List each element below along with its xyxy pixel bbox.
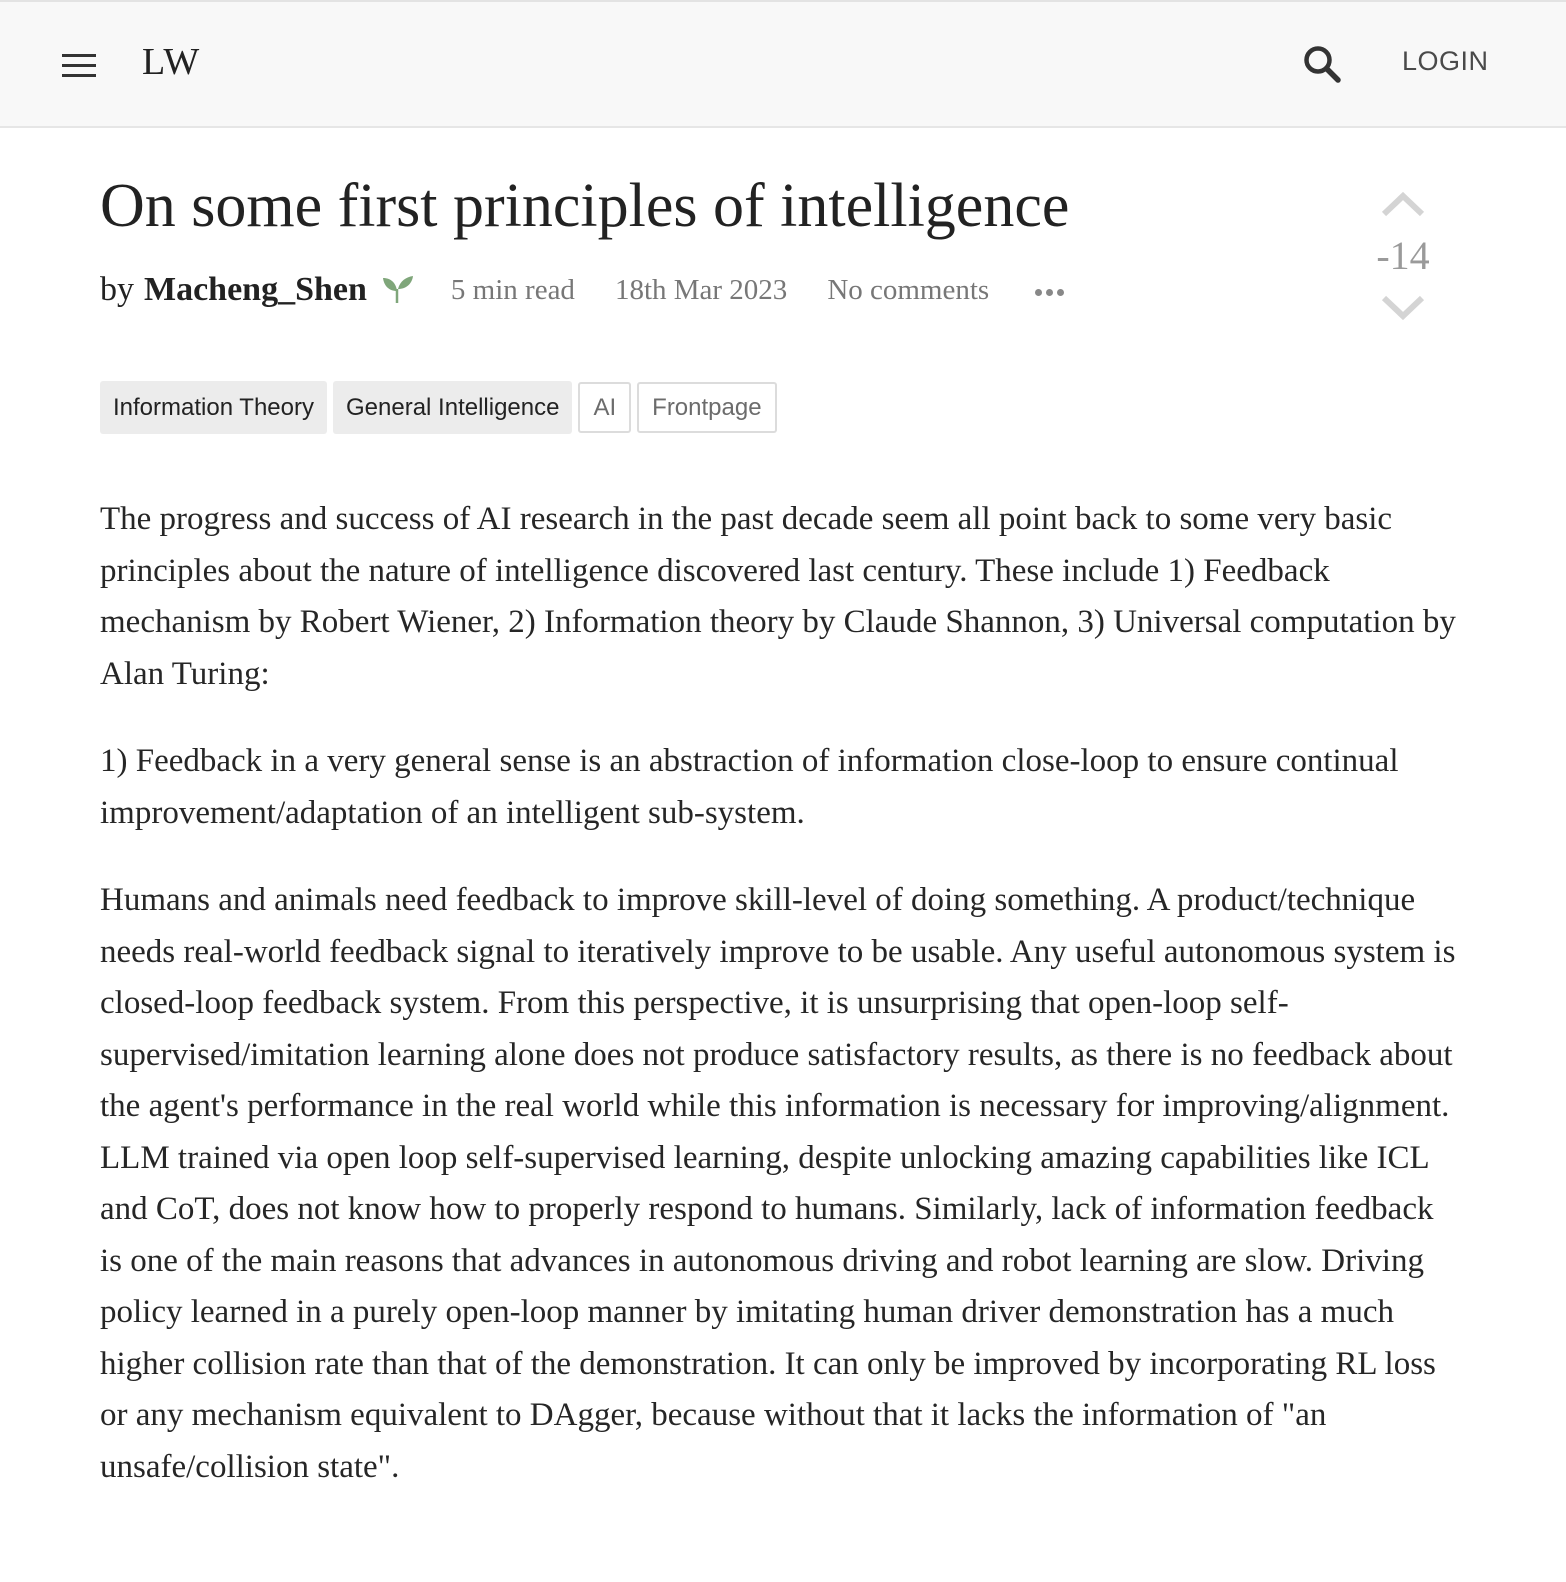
author-link[interactable]: Macheng_Shen [144, 271, 367, 308]
hamburger-icon-bar [62, 74, 96, 77]
body-paragraph: 1) Feedback in a very general sense is an abstraction of information close-loop to ensure continual improvement/adaptation of an intelligent sub-system. [100, 743, 1399, 831]
ellipsis-icon[interactable] [1035, 285, 1064, 296]
read-time: 5 min read [450, 273, 575, 306]
post-body [100, 494, 1460, 1529]
search-icon [1300, 42, 1346, 88]
sprout-icon [381, 275, 415, 305]
tag-frontpage[interactable]: Frontpage [637, 382, 776, 433]
post-date: 18th Mar 2023 [614, 273, 788, 306]
dot [1035, 289, 1042, 296]
vote-widget [1366, 186, 1440, 328]
vote-score: -14 [1376, 233, 1430, 278]
menu-button[interactable] [58, 48, 100, 82]
hamburger-icon-bar [62, 64, 96, 67]
chevron-up-icon[interactable] [1378, 186, 1428, 220]
post-title: On some first principles of intelligence [100, 172, 1070, 240]
tag-list [100, 381, 777, 434]
body-paragraph: The progress and success of AI research in the past decade seem all point back to some very basic principles about the nature of intelligence discovered last century. These include 1) Feedback mechanism by Robert Wiener, 2) Information theory by Claude Shannon, 3) Universal computation by Alan Turing: [100, 501, 1456, 692]
tag-general-intelligence[interactable]: General Intelligence [333, 381, 572, 434]
by-label: by [100, 271, 134, 308]
chevron-down-icon[interactable] [1378, 292, 1428, 326]
dot [1046, 289, 1053, 296]
hamburger-icon [62, 54, 96, 57]
comments-link[interactable]: No comments [827, 273, 990, 306]
search-button[interactable] [1300, 42, 1346, 88]
post-meta [100, 266, 1064, 314]
tag-information-theory[interactable]: Information Theory [100, 381, 327, 434]
site-logo[interactable]: LW [142, 41, 201, 83]
tag-ai[interactable]: AI [578, 382, 631, 433]
dot [1057, 289, 1064, 296]
body-paragraph: Humans and animals need feedback to improve skill-level of doing something. A product/technique needs real-world feedback signal to iteratively improve to be usable. Any useful autonomous system is closed-loop feedback system. From this perspective, it is unsurprising that open-loop self-supervised/imitation learning alone does not produce satisfactory results, as there is no feedback about the agent's performance in the real world while this information is necessary for improving/alignment. LLM trained via open loop self-supervised learning, despite unlocking amazing capabilities like ICL and CoT, does not know how to properly respond to humans. Similarly, lack of information feedback is one of the main reasons that advances in autonomous driving and robot learning are slow. Driving policy learned in a purely open-loop manner by imitating human driver demonstration has a much higher collision rate than that of the demonstration. It can only be improved by incorporating RL loss or any mechanism equivalent to DAgger, because without that it lacks the information of "an unsafe/collision state". [100, 882, 1456, 1485]
top-bar [0, 0, 1566, 128]
login-button[interactable]: LOGIN [1402, 46, 1489, 76]
